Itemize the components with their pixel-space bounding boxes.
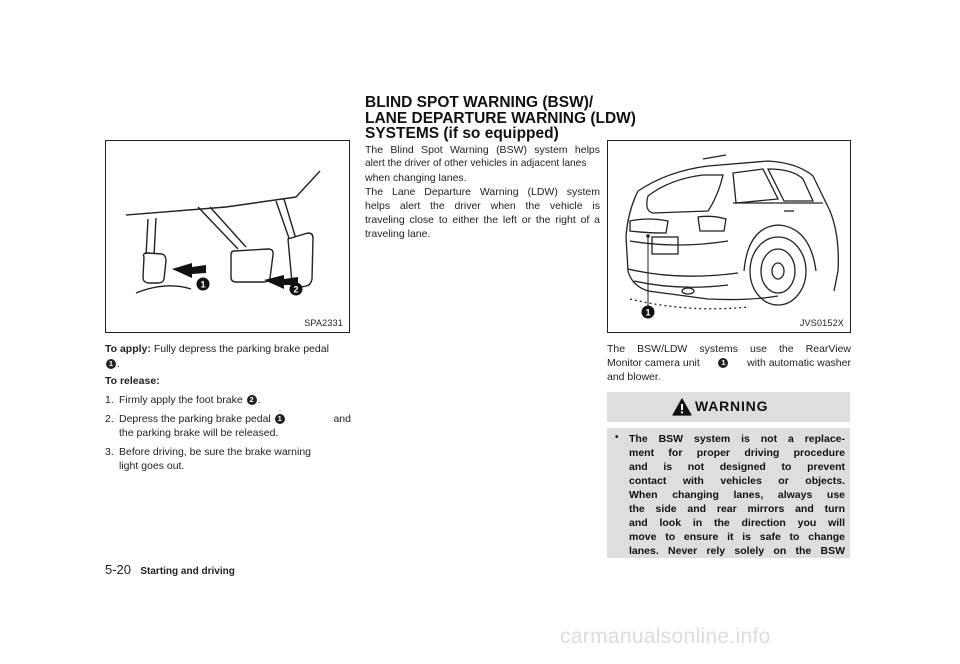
warning-text: The BSW system is not a replace- ment for proper driving procedure and is not designed to prevent contact with vehicles or objects. When changing lanes, always use the side and rear mirrors and turn and look in the direction you will move to ensure it is safe to change lanes. Never rely solely on the BSW xyxy=(629,433,845,557)
camera-figure xyxy=(607,140,851,333)
figure-marker-2: 2 xyxy=(293,284,299,295)
section-title: BLIND SPOT WARNING (BSW)/ LANE DEPARTURE WARNING (LDW) SYSTEMS (if so equipped) xyxy=(365,94,636,142)
pedal-illustration xyxy=(106,141,349,332)
apply-text: Fully depress the parking brake pedal xyxy=(153,343,329,355)
page-footer xyxy=(105,562,235,577)
marker-badge: 1 xyxy=(275,414,285,424)
vehicle-rear-illustration xyxy=(608,141,850,332)
warning-body xyxy=(607,428,850,558)
bullet: • xyxy=(615,432,619,443)
watermark: carmanualsonline.info xyxy=(560,625,771,648)
apply-marker-line: 1 . xyxy=(105,357,120,371)
marker-badge: 1 xyxy=(106,359,116,369)
bsw-paragraph: The Blind Spot Warning (BSW) system helps alert the driver of other vehicles in adjacent lanes when changing lanes. xyxy=(365,144,600,184)
figure-marker-1: 1 xyxy=(645,307,651,318)
section-name: Starting and driving xyxy=(140,566,235,577)
figure-code: SPA2331 xyxy=(304,318,343,328)
warning-triangle-icon xyxy=(672,398,692,416)
release-label: To release: xyxy=(105,375,160,387)
figure-code: JVS0152X xyxy=(799,318,844,328)
warning-header xyxy=(607,392,850,422)
parking-brake-figure xyxy=(105,140,350,333)
marker-badge: 2 xyxy=(247,395,257,405)
step-2-line2: the parking brake will be released. xyxy=(119,427,279,439)
apply-label: To apply: xyxy=(105,343,151,355)
arrow-1-icon xyxy=(172,263,206,278)
page-number: 5-20 xyxy=(105,562,132,577)
camera-paragraph: The BSW/LDW systems use the RearView Monitor camera unit 1 with automatic washer and blower. xyxy=(607,343,851,383)
marker-badge: 1 xyxy=(718,358,728,368)
step-3-line2: light goes out. xyxy=(119,460,185,472)
warning-label: WARNING xyxy=(695,398,769,414)
ldw-paragraph: The Lane Departure Warning (LDW) system helps alert the driver when the vehicle is traveling close to either the left or the right of a traveling lane. xyxy=(365,186,600,240)
apply-line xyxy=(105,342,351,356)
figure-marker-1: 1 xyxy=(200,279,206,290)
